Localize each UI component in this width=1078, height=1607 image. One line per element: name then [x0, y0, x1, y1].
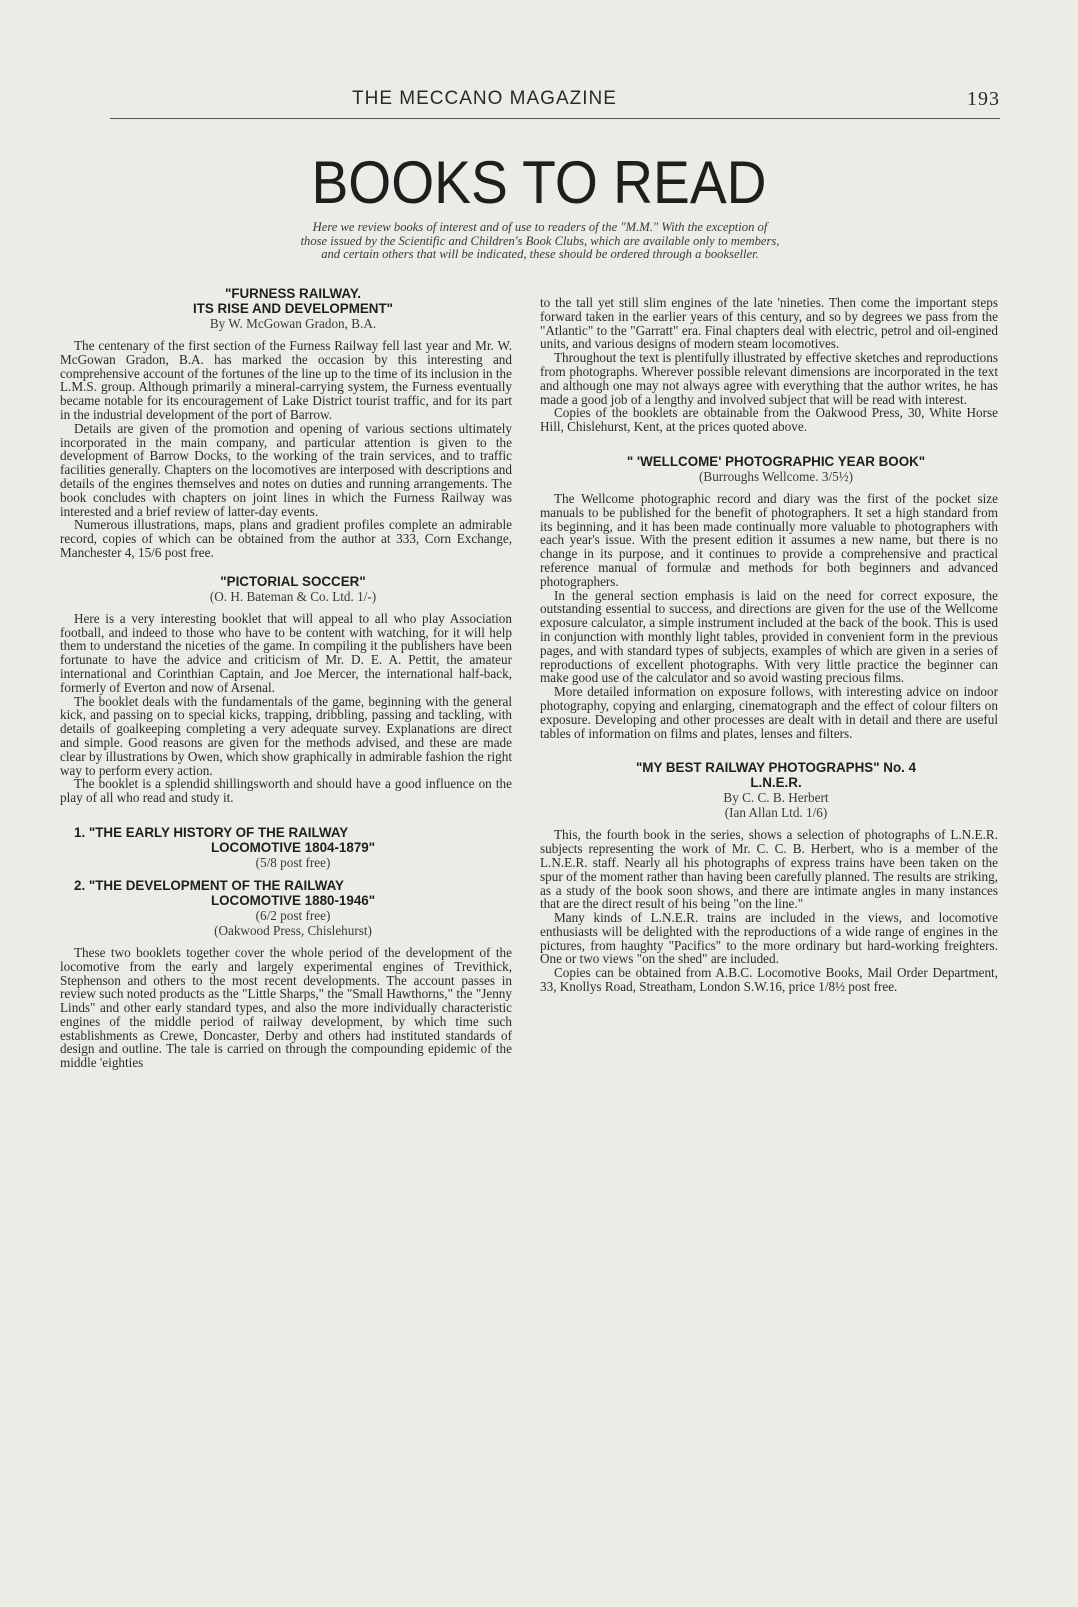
review-paragraph: This, the fourth book in the series, shows a selection of photographs of L.N.E.R. subjects representing the work of Mr. C. C. B. Herbert, who is a member of the L.N.E.R. staff. Nearly all his photographs of express trains have been taken on the spur of the moment rather than having been carefully planned. The results are striking, as a study of the book soon shows, and there are intimate angles in many instances that are the direct result of his being "on the line."	[540, 827, 998, 912]
review-paragraph: Throughout the text is plentifully illustrated by effective sketches and reproductions from photographs. Wherever possible relevant dimensions are incorporated in the text and although one may not always agree with everything that the author writes, he has made a good job of a lengthy and involved subject that will be read with interest.	[540, 350, 998, 407]
review-title: LOCOMOTIVE 1880-1946"	[210, 892, 376, 908]
intro-line: and certain others that will be indicated, these should be ordered through a bookseller.	[321, 247, 759, 261]
review-publisher: (Burroughs Wellcome. 3/5½)	[699, 468, 853, 484]
page-title: BOOKS TO READ	[311, 149, 767, 216]
review-publisher: (Oakwood Press, Chislehurst)	[214, 922, 372, 938]
review-paragraph: The booklet is a splendid shillingsworth and should have a good influence on the play of all who read and study it.	[60, 776, 512, 806]
review-title: "PICTORIAL SOCCER"	[220, 573, 366, 589]
review-paragraph: Copies can be obtained from A.B.C. Locomotive Books, Mail Order Department, 33, Knollys Road, Streatham, London S.W.16, price 1/8½ post free.	[540, 965, 998, 995]
review-title: LOCOMOTIVE 1804-1879"	[210, 839, 376, 855]
review-paragraph: Details are given of the promotion and opening of various sections ultimately incorporated in the main company, and particular attention is given to the development of Barrow Docks, to the working of the train services, and to traffic facilities generally. Chapters on the locomotives are interposed with descriptions and details of the engines themselves and notes on duties and running arrangements. The book concludes with chapters on joint lines in which the Furness Railway was interested and a brief review of latter-day events.	[60, 420, 512, 519]
review-best-railway-photographs	[540, 760, 998, 994]
review-paragraph: Numerous illustrations, maps, plans and gradient profiles complete an admirable record, copies of which can be obtained from the author at 333, Corn Exchange, Manchester 4, 15/6 post free.	[60, 517, 512, 560]
review-paragraph: Copies of the booklets are obtainable from the Oakwood Press, 30, White Horse Hill, Chislehurst, Kent, at the prices quoted above.	[540, 405, 998, 435]
right-column	[540, 296, 998, 994]
review-paragraph: The Wellcome photographic record and diary was the first of the pocket size manuals to be published for the benefit of photographers. It set a high standard from its beginning, and it has been made continually more valuable to photographers with each year's issue. With the present edition it assumes a new name, but there is no change in its purpose, and it continues to provide a comprehensive and practical reference manual of formulæ and methods for both beginners and advanced photographers.	[540, 490, 998, 589]
review-title: L.N.E.R.	[750, 775, 802, 791]
review-price: (6/2 post free)	[255, 907, 331, 923]
review-title: " 'WELLCOME' PHOTOGRAPHIC YEAR BOOK"	[626, 453, 926, 469]
intro-line: Here we review books of interest and of use to readers of the "M.M." With the exception of	[312, 220, 768, 234]
page-number: 193	[967, 88, 1000, 110]
review-paragraph: More detailed information on exposure follows, with interesting advice on indoor photography, copying and enlarging, cinematograph and the effect of colour filters on exposure. Developing and other processes are dealt with in detail and there are useful tables of information on films and plates, lenses and filters.	[540, 684, 998, 741]
review-paragraph: Here is a very interesting booklet that will appeal to all who play Association football, and indeed to those who have to be content with watching, for it will help them to understand the niceties of the game. In compiling it the publishers have been fortunate to have the advice and criticism of Mr. D. E. A. Pettit, the amateur international and Corinthian Captain, and Joe Mercer, the international half-back, formerly of Everton and now of Arsenal.	[60, 610, 512, 695]
review-paragraph: These two booklets together cover the whole period of the development of the locomotive from the early and largely experimental engines of Trevithick, Stephenson and others to the most recent developments. The account passes in review such noted products as the "Little Sharps," the "Small Hawthorns," the "Jenny Linds" and other early standard types, and also the more individually characteristic engines of the middle period of railway development, by which time such establishments as Crewe, Doncaster, Derby and others had instituted standards of design and outline. The tale is carried on through the compounding epidemic of the middle 'eighties	[60, 944, 512, 1071]
review-paragraph: The booklet deals with the fundamentals of the game, beginning with the general kick, and passing on to special kicks, trapping, dribbling, passing and tackling, with details of goalkeeping completing a very adequate survey. Explanations are direct and simple. Good reasons are given for the methods advised, and these are made clear by illustrations by Owen, which show graphically in admirable fashion the right way to perform every action.	[60, 693, 512, 778]
review-paragraph: The centenary of the first section of the Furness Railway fell last year and Mr. W. McGowan Gradon, B.A. has marked the occasion by this interesting and comprehensive account of the fortunes of the line up to the time of its inclusion in the L.M.S. group. Although primarily a mineral-carrying system, the Furness eventually became notable for its encouragement of Lake District tourist traffic, and for its part in the industrial development of the port of Barrow.	[60, 338, 512, 422]
review-price: (5/8 post free)	[255, 854, 331, 870]
review-title: 2. "THE DEVELOPMENT OF THE RAILWAY	[74, 877, 344, 893]
review-wellcome-year-book	[540, 454, 998, 740]
review-paragraph: In the general section emphasis is laid on the need for correct exposure, the outstanding essential to success, and directions are given for the use of the Wellcome exposure calculator, a simple instrument included at the back of the book. This is used in conjunction with monthly light tables, provided in convenient form in the previous pages, and with standard types of subjects, examples of which are given in a series of reproductions of excellent photographs. With very little practice the beginner can make good use of the calculator and so avoid wasting precious films.	[540, 587, 998, 686]
intro-line: those issued by the Scientific and Children's Book Clubs, which are available only to members,	[300, 233, 780, 248]
review-furness-railway	[60, 286, 512, 560]
review-publisher: (Ian Allan Ltd. 1/6)	[724, 805, 828, 821]
review-title: 1. "THE EARLY HISTORY OF THE RAILWAY	[74, 824, 349, 840]
review-title: ITS RISE AND DEVELOPMENT"	[192, 301, 394, 316]
review-paragraph: to the tall yet still slim engines of the late 'nineties. Then come the important steps forward taken in the earlier years of this century, and so by degrees we pass from the "Atlantic" to the "Garratt" era. Final chapters deal with electric, petrol and oil-engined units, and various designs of modern steam locomotives.	[540, 295, 998, 352]
review-publisher: (O. H. Bateman & Co. Ltd. 1/-)	[209, 588, 377, 604]
left-column	[60, 286, 512, 1070]
review-title: "FURNESS RAILWAY.	[224, 286, 362, 301]
review-byline: By C. C. B. Herbert	[723, 790, 829, 806]
review-paragraph: Many kinds of L.N.E.R. trains are included in the views, and locomotive enthusiasts will be delighted with the reproductions of a wide range of engines in the pictures, from haughty "Pacifics" to the more ordinary but hard-working freighters. One or two views "on the shed" are included.	[540, 910, 998, 967]
review-locomotive-booklets	[60, 825, 512, 1070]
intro-text	[120, 221, 960, 262]
review-byline: By W. McGowan Gradon, B.A.	[209, 316, 377, 331]
review-locomotive-continued	[540, 296, 998, 434]
header-rule	[110, 118, 1000, 119]
magazine-title: THE MECCANO MAGAZINE	[352, 88, 617, 109]
review-title: "MY BEST RAILWAY PHOTOGRAPHS" No. 4	[635, 760, 917, 776]
review-pictorial-soccer	[60, 574, 512, 805]
